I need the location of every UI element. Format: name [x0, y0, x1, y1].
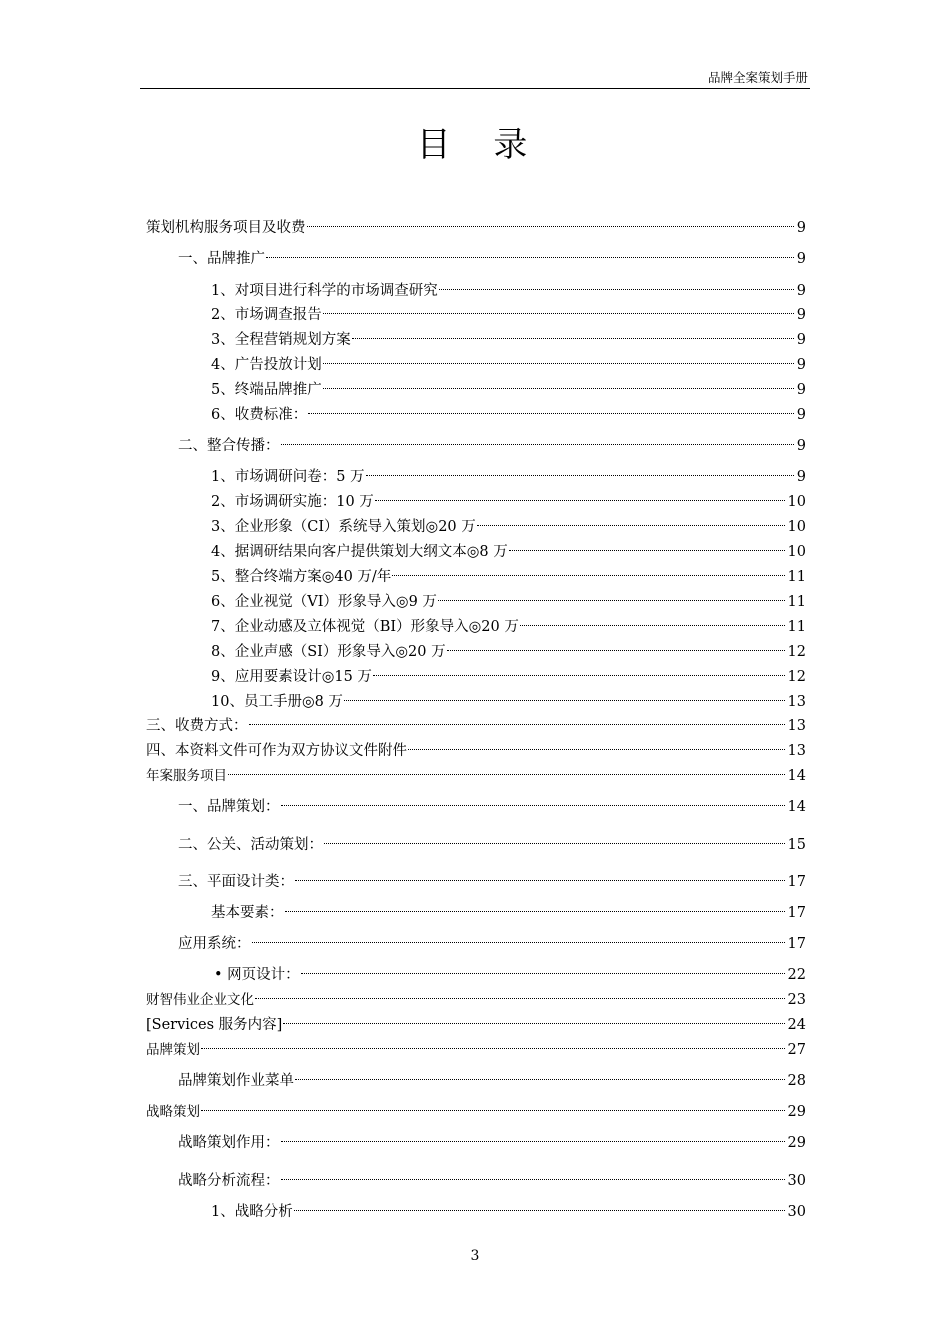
- toc-entry-page: 23: [787, 992, 806, 1008]
- toc-entry-label: • 网页设计：: [214, 967, 300, 983]
- toc-dot-leader: [323, 313, 794, 314]
- toc-entry-label: 7、企业动感及立体视觉（BI）形象导入◎20 万: [211, 619, 519, 635]
- toc-dot-leader: [439, 289, 794, 290]
- toc-entry-label: 一、品牌推广: [178, 251, 265, 267]
- toc-entry[interactable]: [211, 665, 806, 689]
- toc-entry[interactable]: [146, 988, 806, 1012]
- toc-entry-page: 17: [787, 905, 806, 921]
- toc-entry[interactable]: [146, 739, 806, 763]
- toc-entry[interactable]: [211, 615, 806, 639]
- toc-entry-page: 15: [787, 837, 806, 853]
- toc-entry-label: 1、战略分析: [211, 1204, 293, 1220]
- toc-entry[interactable]: [178, 833, 806, 857]
- toc-entry-page: 13: [787, 743, 806, 759]
- toc-entry-label: [Services 服务内容]: [146, 1017, 283, 1033]
- toc-entry[interactable]: [146, 1013, 806, 1037]
- toc-dot-leader: [509, 550, 785, 551]
- toc-entry[interactable]: [211, 901, 806, 925]
- page-title: 目 录: [416, 125, 544, 165]
- page-number: 3: [470, 1248, 480, 1264]
- toc-entry-label: 2、市场调查报告: [211, 307, 322, 323]
- toc-dot-leader: [447, 650, 785, 651]
- toc-entry-label: 3、企业形象（CI）系统导入策划◎20 万: [211, 519, 476, 535]
- toc-entry-label: 一、品牌策划：: [178, 799, 280, 815]
- toc-entry[interactable]: [211, 353, 806, 377]
- toc-dot-leader: [295, 1079, 785, 1080]
- toc-dot-leader: [323, 363, 794, 364]
- toc-entry[interactable]: [211, 540, 806, 564]
- toc-entry-label: 品牌策划作业菜单: [178, 1073, 294, 1089]
- toc-entry-label: 1、对项目进行科学的市场调查研究: [211, 283, 438, 299]
- toc-dot-leader: [266, 257, 794, 258]
- toc-entry[interactable]: [178, 870, 806, 894]
- toc-dot-leader: [283, 1023, 784, 1024]
- toc-entry-label: 10、员工手册◎8 万: [211, 694, 343, 710]
- toc-entry-page: 22: [787, 967, 806, 983]
- toc-entry[interactable]: [178, 247, 806, 271]
- toc-entry-label: 4、据调研结果向客户提供策划大纲文本◎8 万: [211, 544, 508, 560]
- toc-entry-page: 14: [787, 768, 806, 784]
- toc-entry-page: 10: [787, 544, 806, 560]
- toc-entry-page: 27: [787, 1042, 806, 1058]
- toc-entry[interactable]: [178, 932, 806, 956]
- toc-entry-page: 29: [787, 1135, 806, 1151]
- toc-entry[interactable]: [211, 515, 806, 539]
- toc-entry-page: 30: [787, 1204, 806, 1220]
- toc-dot-leader: [307, 226, 794, 227]
- toc-entry-page: 12: [787, 669, 806, 685]
- toc-dot-leader: [324, 843, 785, 844]
- toc-entry-label: 2、市场调研实施：10 万: [211, 494, 374, 510]
- toc-dot-leader: [249, 724, 785, 725]
- toc-dot-leader: [477, 525, 785, 526]
- toc-dot-leader: [301, 973, 785, 974]
- toc-entry[interactable]: [214, 963, 806, 987]
- toc-dot-leader: [438, 600, 785, 601]
- toc-entry[interactable]: [146, 1100, 806, 1124]
- toc-entry-page: 13: [787, 718, 806, 734]
- toc-entry-label: 5、终端品牌推广: [211, 382, 322, 398]
- toc-entry-label: 战略策划作用：: [178, 1135, 280, 1151]
- toc-entry-page: 30: [787, 1173, 806, 1189]
- toc-entry-page: 10: [787, 494, 806, 510]
- toc-dot-leader: [281, 1141, 785, 1142]
- toc-entry-page: 9: [796, 307, 806, 323]
- toc-entry[interactable]: [146, 764, 806, 788]
- toc-entry-page: 9: [796, 469, 806, 485]
- toc-dot-leader: [294, 1210, 785, 1211]
- toc-entry[interactable]: [211, 490, 806, 514]
- toc-entry[interactable]: [211, 590, 806, 614]
- toc-entry-label: 年案服务项目: [146, 768, 227, 784]
- toc-dot-leader: [255, 998, 785, 999]
- toc-dot-leader: [408, 749, 785, 750]
- toc-entry-label: 6、收费标准：: [211, 407, 308, 423]
- toc-entry-page: 9: [796, 332, 806, 348]
- toc-entry-page: 28: [787, 1073, 806, 1089]
- toc-entry[interactable]: [211, 279, 806, 303]
- toc-dot-leader: [344, 700, 785, 701]
- toc-entry-label: 战略分析流程：: [178, 1173, 280, 1189]
- toc-entry-label: 5、整合终端方案◎40 万/年: [211, 569, 392, 585]
- toc-dot-leader: [281, 805, 785, 806]
- toc-dot-leader: [281, 1179, 785, 1180]
- toc-entry-page: 9: [796, 251, 806, 267]
- toc-entry[interactable]: [211, 565, 806, 589]
- toc-dot-leader: [392, 575, 784, 576]
- toc-entry-page: 11: [787, 619, 806, 635]
- toc-entry-label: 基本要素：: [211, 905, 284, 921]
- toc-entry[interactable]: [178, 434, 806, 458]
- toc-entry[interactable]: [178, 1169, 806, 1193]
- toc-entry[interactable]: [211, 690, 806, 714]
- toc-entry[interactable]: [178, 1131, 806, 1155]
- toc-entry-label: 1、市场调研问卷：5 万: [211, 469, 365, 485]
- toc-dot-leader: [352, 338, 794, 339]
- toc-entry-page: 10: [787, 519, 806, 535]
- toc-entry[interactable]: [178, 795, 806, 819]
- toc-entry-page: 9: [796, 407, 806, 423]
- toc-entry-label: 9、应用要素设计◎15 万: [211, 669, 372, 685]
- toc-entry[interactable]: [211, 328, 806, 352]
- toc-entry-label: 品牌策划: [146, 1042, 200, 1058]
- toc-entry-page: 17: [787, 936, 806, 952]
- toc-entry-label: 二、整合传播：: [178, 438, 280, 454]
- toc-entry[interactable]: [211, 378, 806, 402]
- header-title: 品牌全案策划手册: [707, 70, 808, 85]
- toc-entry-label: 四、本资料文件可作为双方协议文件附件: [146, 743, 407, 759]
- toc-entry-label: 8、企业声感（SI）形象导入◎20 万: [211, 644, 446, 660]
- toc-entry-page: 14: [787, 799, 806, 815]
- toc-dot-leader: [323, 388, 794, 389]
- toc-dot-leader: [281, 444, 794, 445]
- toc-entry-label: 6、企业视觉（VI）形象导入◎9 万: [211, 594, 437, 610]
- toc-entry-page: 24: [787, 1017, 806, 1033]
- toc-dot-leader: [366, 475, 794, 476]
- toc-dot-leader: [228, 774, 785, 775]
- toc-entry[interactable]: [211, 640, 806, 664]
- toc-entry[interactable]: [211, 403, 806, 427]
- toc-entry[interactable]: [211, 303, 806, 327]
- toc-dot-leader: [295, 880, 785, 881]
- toc-dot-leader: [308, 413, 794, 414]
- toc-entry-label: 二、公关、活动策划：: [178, 837, 323, 853]
- toc-entry-page: 9: [796, 438, 806, 454]
- toc-dot-leader: [285, 911, 785, 912]
- toc-entry-label: 三、平面设计类：: [178, 874, 294, 890]
- toc-dot-leader: [375, 500, 785, 501]
- toc-entry-label: 3、全程营销规划方案: [211, 332, 351, 348]
- toc-dot-leader: [252, 942, 785, 943]
- toc-entry-label: 三、收费方式：: [146, 718, 248, 734]
- toc-entry-label: 应用系统：: [178, 936, 251, 952]
- toc-entry-page: 11: [787, 594, 806, 610]
- toc-entry-page: 9: [796, 382, 806, 398]
- toc-entry-page: 29: [787, 1104, 806, 1120]
- toc-entry-page: 17: [787, 874, 806, 890]
- toc-entry-page: 12: [787, 644, 806, 660]
- toc-entry[interactable]: [146, 714, 806, 738]
- toc-entry-label: 财智伟业企业文化: [146, 992, 254, 1008]
- toc-entry-page: 11: [787, 569, 806, 585]
- toc-entry-page: 9: [796, 220, 806, 236]
- toc-dot-leader: [201, 1048, 785, 1049]
- toc-dot-leader: [201, 1110, 785, 1111]
- toc-entry-label: 策划机构服务项目及收费: [146, 220, 306, 236]
- toc-entry-page: 9: [796, 283, 806, 299]
- toc-entry[interactable]: [146, 1038, 806, 1062]
- toc-entry-page: 9: [796, 357, 806, 373]
- toc-entry[interactable]: [211, 1200, 806, 1224]
- toc-entry-page: 13: [787, 694, 806, 710]
- toc-entry-label: 4、广告投放计划: [211, 357, 322, 373]
- toc-entry[interactable]: [178, 1069, 806, 1093]
- toc-entry[interactable]: [211, 465, 806, 489]
- toc-dot-leader: [520, 625, 785, 626]
- toc-entry-label: 战略策划: [146, 1104, 200, 1120]
- toc-dot-leader: [373, 675, 785, 676]
- toc-entry[interactable]: [146, 216, 806, 240]
